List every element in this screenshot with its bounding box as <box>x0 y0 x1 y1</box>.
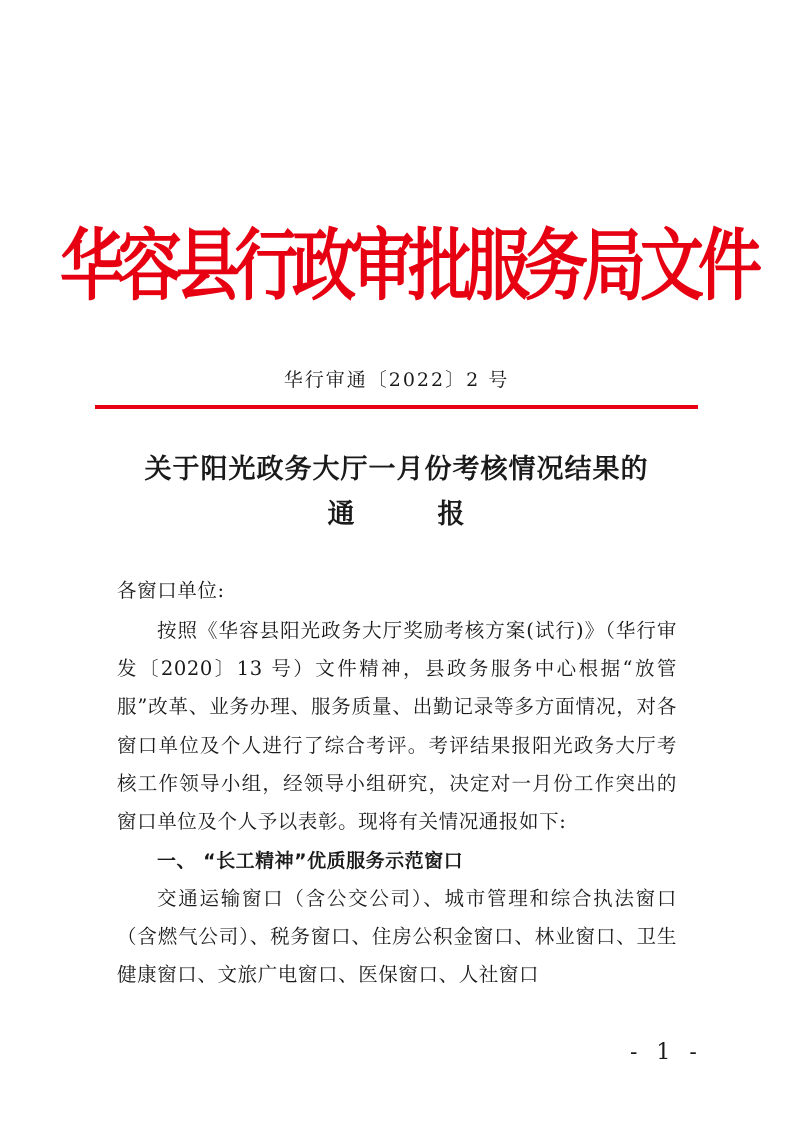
paragraph-2: 交通运输窗口（含公交公司）、城市管理和综合执法窗口（含燃气公司）、税务窗口、住房公积金窗口、林业窗口、卫生健康窗口、文旅广电窗口、医保窗口、人社窗口 <box>117 887 677 987</box>
paragraph-1: 按照《华容县阳光政务大厅奖励考核方案(试行)》（华行审发〔2020〕13 号）文件精神，县政务服务中心根据“放管服”改革、业务办理、服务质量、出勤记录等多方面情况，对各窗口单位及个人进行了综合考评。考评结果报阳光政务大厅考核工作领导小组，经领导小组研究，决定对一月份工作突出的窗口单位及个人予以表彰。现将有关情况通报如下: <box>117 619 677 834</box>
section-1-heading: 一、 “长工精神”优质服务示范窗口 <box>157 850 464 872</box>
red-divider-line <box>95 405 698 409</box>
document-title <box>60 447 733 537</box>
red-masthead-title: 华容县行政审批服务局文件 <box>60 221 756 313</box>
title-line-2-part-2: 报 <box>437 499 466 530</box>
title-line-2-part-1: 通 <box>327 499 356 530</box>
document-number: 华行审通〔2022〕2 号 <box>283 369 510 391</box>
salutation: 各窗口单位: <box>117 579 225 602</box>
title-line-2 <box>60 492 733 537</box>
page-number: - 1 - <box>630 1040 703 1065</box>
title-line-1: 关于阳光政务大厅一月份考核情况结果的 <box>144 454 649 485</box>
